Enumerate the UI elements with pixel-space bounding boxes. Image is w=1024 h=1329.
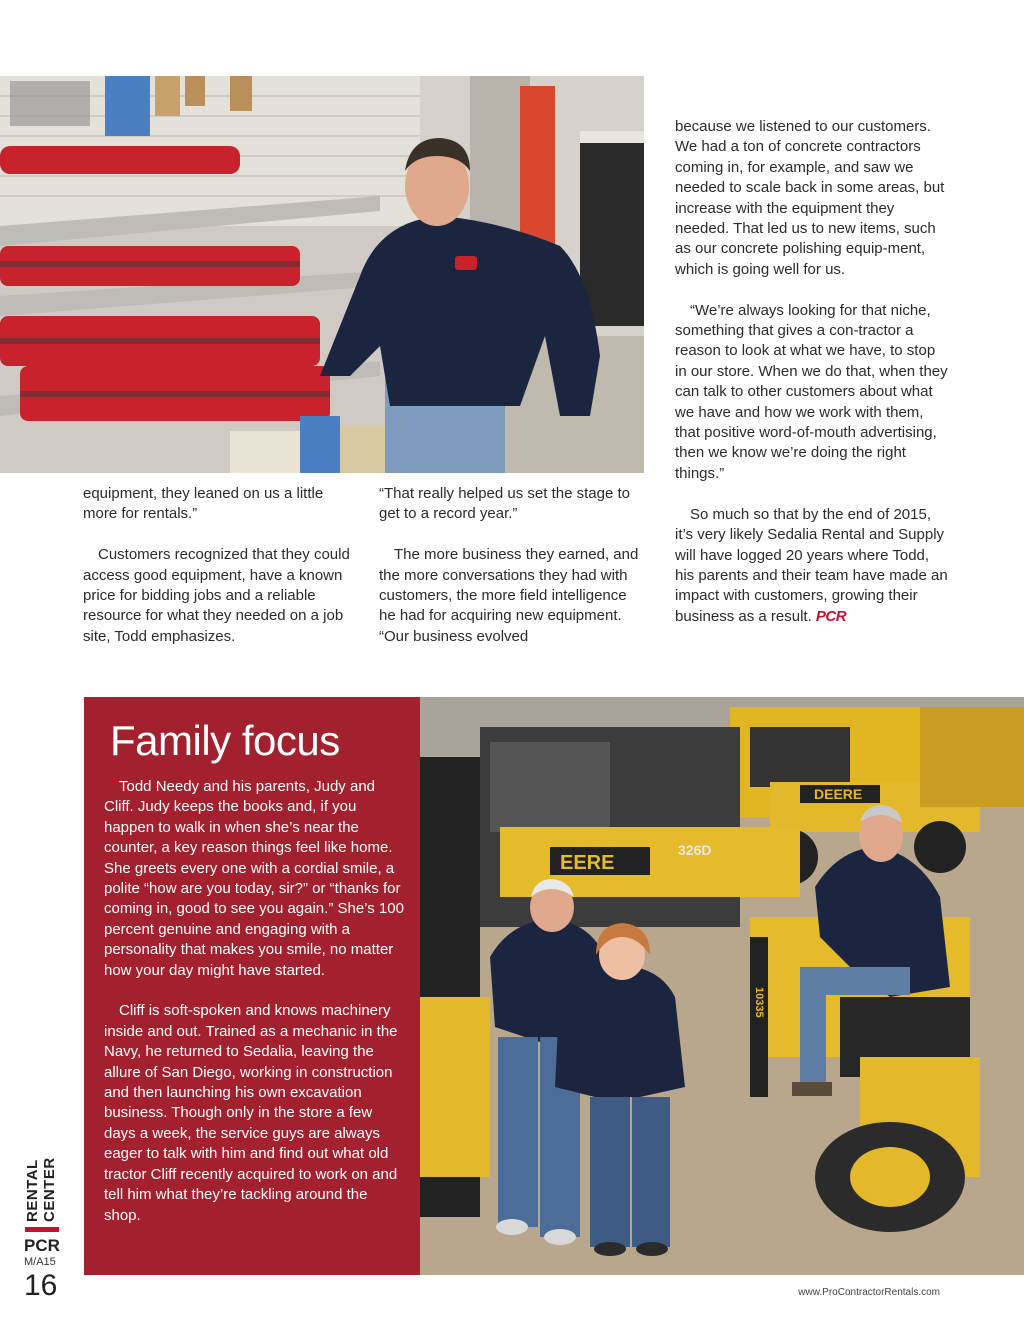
article-column-2 (379, 484, 639, 668)
store-photo (0, 76, 644, 473)
issue-label: M/A15 (24, 1256, 56, 1268)
pcr-end-mark: PCR (815, 607, 847, 625)
accent-bar (25, 1227, 59, 1232)
paragraph: “That really helped us set the stage to get to a record year.” (379, 485, 630, 523)
paragraph: “We’re always looking for that niche, something that gives a con-tractor a reason to look at what we have, to stop in our store. When we do that, when they can talk to other customers about what we have and how we work with them, that positive word-of-mouth advertising, then we know we’re doing the right things.” (675, 301, 948, 482)
magazine-logo: PCR (24, 1236, 60, 1255)
footer-url[interactable]: www.ProContractorRentals.com (798, 1287, 940, 1298)
article-column-3 (675, 117, 950, 648)
paragraph: equipment, they leaned on us a little more for rentals.” (83, 485, 324, 523)
paragraph-last (675, 505, 950, 627)
section-label-text: RENTAL CENTER (24, 1157, 58, 1222)
page-number: 16 (24, 1269, 58, 1302)
family-photo (420, 697, 1024, 1275)
article-column-1 (83, 484, 358, 668)
sidebar-paragraph: Todd Needy and his parents, Judy and Cliff. Judy keeps the books and, if you happen to walk in when she’s near the counter, a key reason things feel like home. She greets every one with a cordial smile, a polite “how are you today, sir?” or “thanks for coming in, good to see you again.” She’s 100 percent genuine and engaging with a personality that makes you smile, no matter how your day might have started. (104, 778, 404, 979)
family-focus-sidebar (84, 697, 420, 1275)
sidebar-paragraph: Cliff is soft-spoken and knows machinery inside and out. Trained as a mechanic in the Navy, he returned to Sedalia, leaving the allure of San Diego, working in construction and then launching his own excavation business. Though only in the store a few days a week, the service guys are always eager to talk with him and find out what old tractor Cliff recently acquired to work on and tell him what they’re tackling around the shop. (104, 1002, 398, 1224)
paragraph: Customers recognized that they could access good equipment, have a known price for bidding jobs and a reliable resource for what they needed on a job site, Todd emphasizes. (83, 546, 350, 645)
paragraph: The more business they earned, and the more conversations they had with customers, the more field intelligence he had for acquiring new equipment. “Our business evolved (379, 546, 639, 645)
model-label: 326D (678, 842, 712, 858)
roller-number: 10335 (753, 987, 765, 1018)
paragraph: because we listened to our customers. We had a ton of concrete contractors coming in, for example, and saw we needed to scale back in some areas, but increase with the equipment they needed. That led us to new items, such as our concrete polishing equip-ment, which is going well for us. (675, 118, 945, 278)
sidebar-body (104, 777, 404, 1246)
paragraph-text: So much so that by the end of 2015, it’s very likely Sedalia Rental and Supply will have logged 20 years where Todd, his parents and their team have made an impact with customers, growing their business as a result. (675, 505, 948, 625)
deere-label-front: EERE (560, 852, 615, 874)
sidebar-title: Family focus (110, 717, 340, 764)
section-label (24, 1152, 62, 1222)
deere-label-back: DEERE (814, 786, 863, 802)
